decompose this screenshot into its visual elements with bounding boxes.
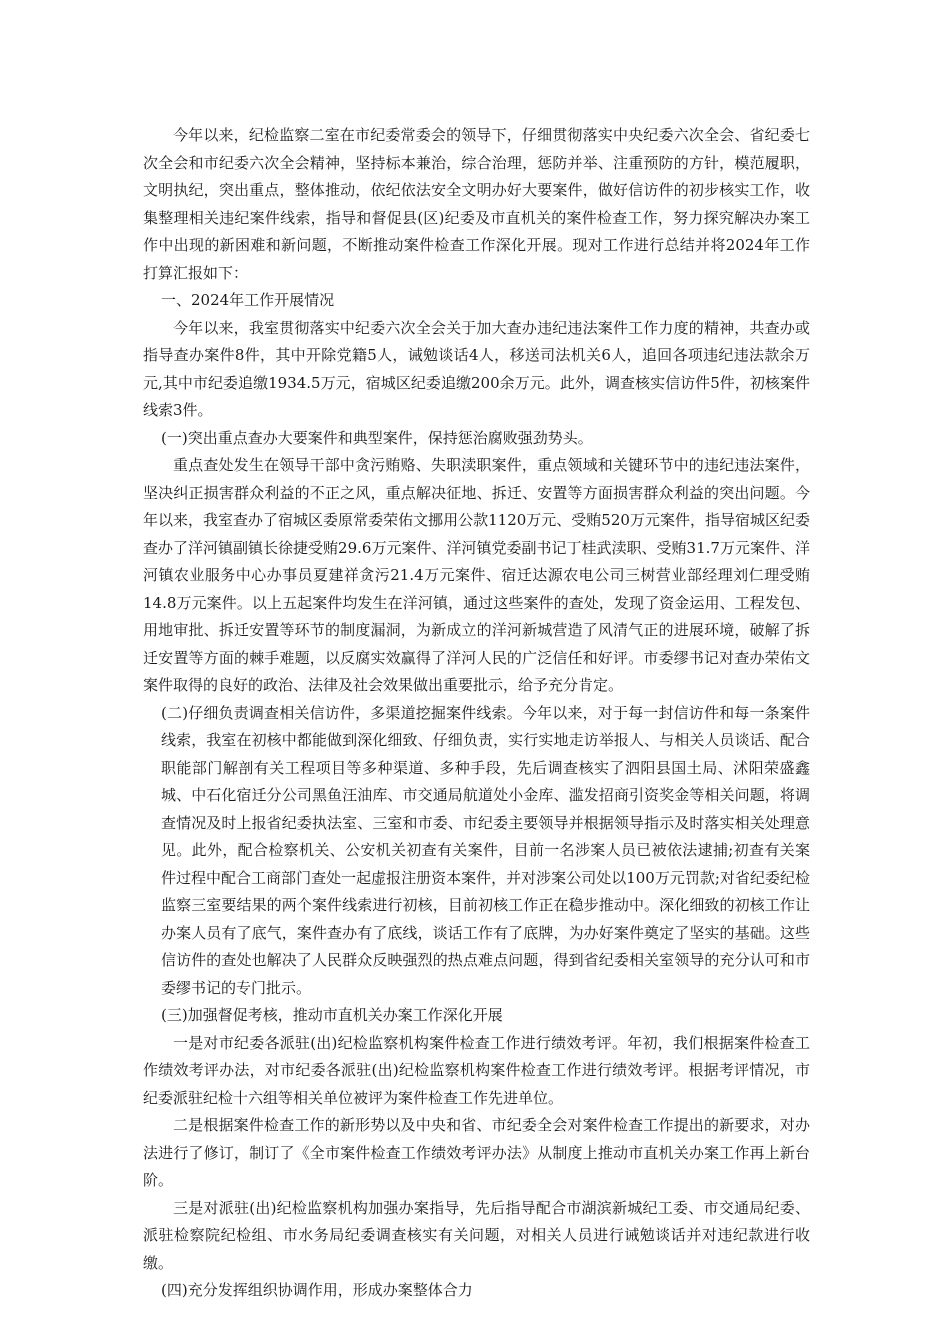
supervision-item-two: 二是根据案件检查工作的新形势以及中央和省、市纪委全会对案件检查工作提出的新要求，对办法进行了修订，制订了《全市案件检查工作绩效考评办法》从制度上推动市直机关办案工作再上新台阶。 bbox=[143, 1116, 810, 1189]
document-body bbox=[143, 122, 810, 1305]
major-cases-paragraph: 重点查处发生在领导干部中贪污贿赂、失职渎职案件，重点领域和关键环节中的违纪违法案件，坚决纠正损害群众利益的不正之风，重点解决征地、拆迁、安置等方面损害群众利益的突出问题。今年以来，我室查办了宿城区委原常委荣佑文挪用公款1120万元、受贿520万元案件，指导宿城区纪委查办了洋河镇副镇长徐捷受贿29.6万元案件、洋河镇党委副书记丁桂武渎职、受贿31.7万元案件、洋河镇农业服务中心办事员夏建祥贪污21.4万元案件、宿迁达源农电公司三树营业部经理刘仁理受贿14.8万元案件。以上五起案件均发生在洋河镇，通过这些案件的查处，发现了资金运用、工程发包、用地审批、拆迁安置等环节的制度漏洞，为新成立的洋河新城营造了风清气正的进展环境，破解了拆迁安置等方面的棘手难题，以反腐实效赢得了洋河人民的广泛信任和好评。市委缪书记对查办荣佑文案件取得的良好的政治、法律及社会效果做出重要批示，给予充分肯定。 bbox=[143, 456, 810, 694]
supervision-item-one: 一是对市纪委各派驻(出)纪检监察机构案件检查工作进行绩效考评。年初，我们根据案件检查工作绩效考评办法，对市纪委各派驻(出)纪检监察机构案件检查工作进行绩效考评。根据考评情况，市纪委派驻纪检十六组等相关单位被评为案件检查工作先进单位。 bbox=[143, 1033, 810, 1107]
subheading-coordination: (四)充分发挥组织协调作用，形成办案整体合力 bbox=[161, 1281, 473, 1299]
overview-paragraph: 今年以来，我室贯彻落实中纪委六次全会关于加大查办违纪违法案件工作力度的精神，共查办或指导查办案件8件，其中开除党籍5人，诫勉谈话4人，移送司法机关6人，追回各项违纪违法款余万元,其中市纪委追缴1934.5万元，宿城区纪委追缴200余万元。此外，调查核实信访件5件，初核案件线索3件。 bbox=[143, 318, 810, 419]
subheading-supervision: (三)加强督促考核，推动市直机关办案工作深化开展 bbox=[161, 1006, 503, 1024]
supervision-item-three: 三是对派驻(出)纪检监察机构加强办案指导，先后指导配合市湖滨新城纪工委、市交通局纪委、派驻检察院纪检组、市水务局纪委调查核实有关问题，对相关人员进行诫勉谈话并对违纪款进行收缴。 bbox=[143, 1198, 810, 1272]
petition-paragraph: (二)仔细负责调查相关信访件，多渠道挖掘案件线索。今年以来，对于每一封信访件和每一条案件线索，我室在初核中都能做到深化细致、仔细负责，实行实地走访举报人、与相关人员谈话、配合职能部门解剖有关工程项目等多种渠道、多种手段，先后调查核实了泗阳县国土局、沭阳荣盛鑫城、中石化宿迁分公司黑鱼汪油库、市交通局航道处小金库、滥发招商引资奖金等相关问题，将调查情况及时上报省纪委执法室、三室和市委、市纪委主要领导并根据领导指示及时落实相关处理意见。此外，配合检察机关、公安机关初查有关案件，目前一名涉案人员已被依法逮捕;初查有关案件过程中配合工商部门查处一起虚报注册资本案件，并对涉案公司处以100万元罚款;对省纪委纪检监察三室要结果的两个案件线索进行初核，目前初核工作正在稳步推动中。深化细致的初核工作让办案人员有了底气，案件查办有了底线，谈话工作有了底牌，为办好案件奠定了坚实的基础。这些信访件的查处也解决了人民群众反映强烈的热点难点问题，得到省纪委相关室领导的充分认可和市委缪书记的专门批示。 bbox=[161, 703, 810, 997]
section-heading-work-status: 一、2024年工作开展情况 bbox=[161, 291, 335, 309]
intro-paragraph: 今年以来，纪检监察二室在市纪委常委会的领导下，仔细贯彻落实中央纪委六次全会、省纪委七次全会和市纪委六次全会精神，坚持标本兼治，综合治理，惩防并举、注重预防的方针，模范履职，文明执纪，突出重点，整体推动，依纪依法安全文明办好大要案件，做好信访件的初步核实工作，收集整理相关违纪案件线索，指导和督促县(区)纪委及市直机关的案件检查工作，努力探究解决办案工作中出现的新困难和新问题，不断推动案件检查工作深化开展。现对工作进行总结并将2024年工作打算汇报如下： bbox=[143, 126, 810, 282]
subheading-major-cases: (一)突出重点查办大要案件和典型案件，保持惩治腐败强劲势头。 bbox=[161, 428, 593, 447]
